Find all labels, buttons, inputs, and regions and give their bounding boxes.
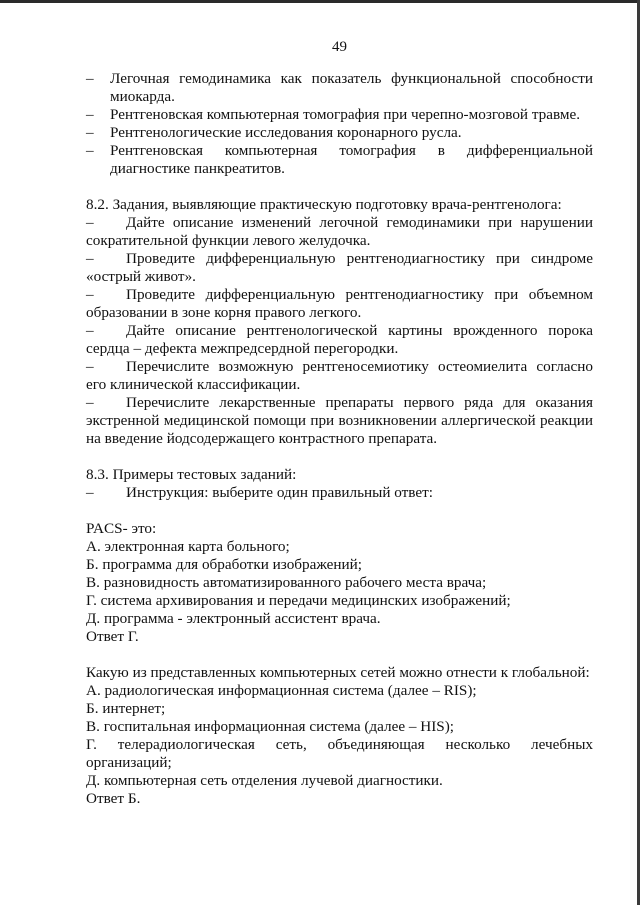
question-stem: PACS- это:	[86, 520, 157, 537]
answer-option: В. разновидность автоматизированного рабочего места врача;	[86, 574, 487, 591]
answer-key: Ответ Б.	[86, 790, 141, 807]
task-item: – Дайте описание изменений легочной гемодинамики при нарушении сократительной функции левого желудочка.	[86, 214, 593, 249]
intro-list	[86, 70, 593, 178]
answer-option: Б. интернет;	[86, 700, 166, 717]
instruction: – Инструкция: выберите один правильный ответ:	[86, 484, 433, 501]
list-item: – Легочная гемодинамика как показатель функциональной способности миокарда.	[86, 70, 593, 105]
list-item: – Рентгеновская компьютерная томография при черепно-мозговой травме.	[86, 106, 581, 123]
answer-option-continued: организаций;	[86, 754, 172, 771]
task-item: – Проведите дифференциальную рентгенодиагностику при синдроме «острый живот».	[86, 250, 593, 285]
test-question-1	[86, 520, 593, 646]
section-8-3	[86, 466, 593, 502]
answer-option: А. радиологическая информационная система (далее – RIS);	[86, 682, 477, 699]
task-item: – Перечислите возможную рентгеносемиотику остеомиелита согласно его клинической классификации.	[86, 358, 593, 393]
answer-option: Д. компьютерная сеть отделения лучевой диагностики.	[86, 772, 443, 789]
scan-top-edge	[0, 0, 640, 3]
task-item: – Перечислите лекарственные препараты первого ряда для оказания экстренной медицинской помощи при возникновении аллергической реакции на введение йодсодержащего контрастного препарата.	[86, 394, 593, 447]
answer-option: Г. телерадиологическая сеть, объединяющая несколько лечебных	[86, 736, 593, 753]
answer-option: В. госпитальная информационная система (далее – HIS);	[86, 718, 455, 735]
list-item: – Рентгеновская компьютерная томография в дифференциальной диагностике панкреатитов.	[86, 142, 593, 177]
page-number: 49	[332, 39, 347, 55]
answer-option: Б. программа для обработки изображений;	[86, 556, 362, 573]
answer-key: Ответ Г.	[86, 628, 139, 645]
task-item: – Дайте описание рентгенологической картины врожденного порока сердца – дефекта межпредсердной перегородки.	[86, 322, 593, 357]
list-item: – Рентгенологические исследования коронарного русла.	[86, 124, 462, 141]
task-item: – Проведите дифференциальную рентгенодиагностику при объемном образовании в зоне корня правого легкого.	[86, 286, 593, 321]
section-heading: 8.3. Примеры тестовых заданий:	[86, 466, 297, 483]
section-heading: 8.2. Задания, выявляющие практическую подготовку врача-рентгенолога:	[86, 196, 562, 213]
section-8-2	[86, 196, 593, 448]
answer-option: А. электронная карта больного;	[86, 538, 290, 555]
answer-option: Д. программа - электронный ассистент врача.	[86, 610, 381, 627]
document-page	[86, 38, 593, 808]
answer-option: Г. система архивирования и передачи медицинских изображений;	[86, 592, 511, 609]
question-stem: Какую из представленных компьютерных сетей можно отнести к глобальной:	[86, 664, 590, 681]
test-question-2	[86, 664, 593, 808]
